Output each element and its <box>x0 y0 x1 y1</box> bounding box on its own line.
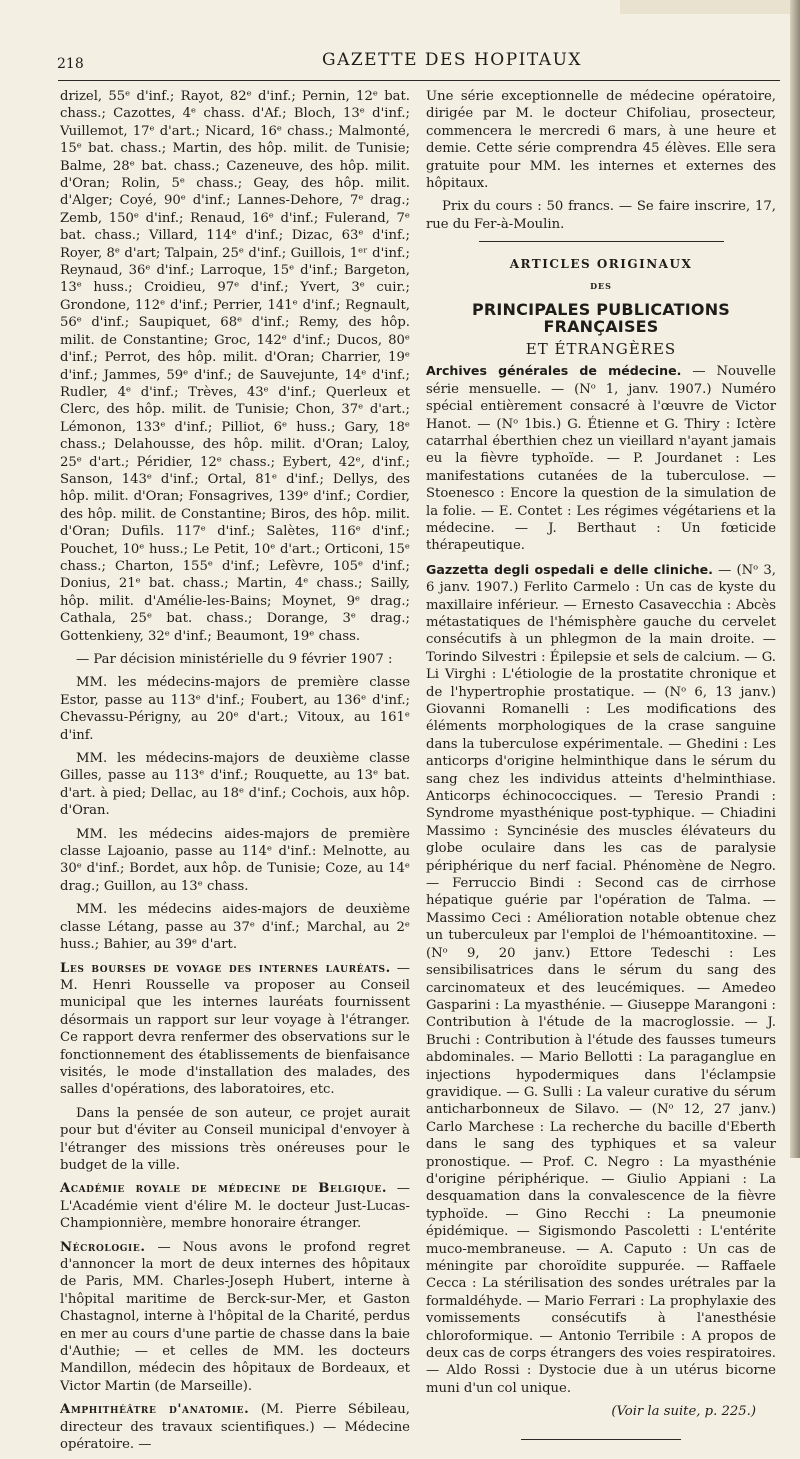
end-rule <box>521 1439 681 1440</box>
academie-text: — L'Académie vient d'élire M. le docteur Just-Lucas-Championnière, membre honoraire étranger. <box>60 1181 410 1232</box>
continued-reference: (Voir la suite, p. 225.) <box>611 1404 756 1420</box>
left-column <box>60 88 410 1459</box>
medecine-operatoire-text: Une série exceptionnelle de médecine opératoire, dirigée par M. le docteur Chifoliau, prosecteur, commencera le mercredi 6 mars, à une heure et demie. Cette série comprendra 45 élèves. Elle sera gratuite pour MM. les internes et externes des hôpitaux. <box>426 89 776 192</box>
gazzetta-paragraph <box>426 561 776 1398</box>
majors-second-class: MM. les médecins-majors de deuxième classe Gilles, passe au 113ᵉ d'inf.; Rouquette, au 13ᵉ bat. d'art. à pied; Dellac, au 18ᵉ d'inf.; Cochois, aux hôp. d'Oran. <box>60 751 410 819</box>
articles-heading <box>426 256 776 358</box>
page-number: 218 <box>57 56 84 72</box>
section-divider <box>479 241 724 242</box>
right-column <box>426 88 776 1440</box>
necrologie-text: — Nous avons le profond regret d'annoncer la mort de deux internes des hôpitaux de Paris, MM. Charles-Joseph Hubert, interne à l'hôpital maritime de Berck-sur-Mer, et Gaston Chastagnol, interne à l'hôpital de la Charité, perdus en mer au cours d'une partie de chasse dans la baie d'Authie; — et celles de MM. les docteurs Mandillon, médecin des hôpitaux de Bordeaux, et Victor Martin (de Marseille). <box>60 1239 410 1394</box>
bourses-text: — M. Henri Rousselle va proposer au Conseil municipal que les internes lauréats fournissent désormais un rapport sur leur voyage à l'étranger. Ce rapport devra renfermer des observations sur le fonctionnement des établissements de bienfaisance visités, le mode d'installation des malades, des salles d'opérations, des laboratoires, etc. <box>60 960 410 1098</box>
gazzetta-text: — (Nᵒ 3, 6 janv. 1907.) Ferlito Carmelo : Un cas de kyste du maxillaire inférieur. — Ernesto Casavecchia : Abcès métastatiques de l'hémisphère gauche du cervelet consécutifs à un phlegmon de la main droite. — Torindo Silvestri : Épilepsie et sels de calcium. — G. Li Virghi : L'étiologie de la prostatite chronique et de l'hypertrophie prostatique. — (Nᵒ 6, 13 janv.) Giovanni Romanelli : Les modifications des éléments morphologiques de la crase sanguine dans la tuberculose expérimentale. — Ghedini : Les anticorps d'origine helminthique dans le sérum du sang chez les individus atteints d'helminthiase. Anticorps échinococciques. — Teresio Prandi : Syndrome myasthénique post-typhique. — Chiadini Massimo : Syncinésie des muscles élévateurs du globe oculaire dans les cas de paralysie périphérique du nerf facial. Phénomène de Negro. — Ferruccio Bindi : Second cas de cirrhose hépatique guérie par l'opération de Talma. — Massimo Ceci : Amélioration notable obtenue chez un tuberculeux par l'emploi de l'hémoantitoxine. — (Nᵒ 9, 20 janv.) Ettore Tedeschi : Les sensibilisatrices dans le sérum du sang des carcinomateux et des leucémiques. — Amedeo Gasparini : La myasthénie. — Giuseppe Marangoni : Contribution à l'étude de la macroglossie. — J. Bruchi : Contribution à l'étude des fausses tumeurs abdominales. — Mario Bellotti : La paraganglue en injections hypodermiques dans l'éclampsie gravidique. — G. Sulli : La valeur curative du sérum anticharbonneux de Silavo. — (Nᵒ 12, 27 janv.) Carlo Marchese : La recherche du bacille d'Eberth dans le sang des typhiques et sa valeur pronostique. — Prof. C. Negro : La myasthénie d'origine périphérique. — Giulio Appiani : La desquamation dans la convalescence de la fièvre typhoïde. — Gino Recchi : La pneumonie épidémique. — Sigismondo Pascoletti : L'entérite muco-membraneuse. — A. Caputo : Un cas de méningite par choroïdite suppurée. — Raffaele Cecca : La stérilisation des sondes urétrales par la formaldéhyde. — Mario Ferrari : La prophylaxie des vomissements consécutifs à l'anesthésie chloroformique. — Antonio Terribile : A propos de deux cas de corps étrangers des voies respiratoires. — Aldo Rossi : Dystocie due à un utérus bicorne muni d'un col unique. <box>426 562 776 1396</box>
amphitheatre-text: (M. Pierre Sébileau, directeur des travaux scientifiques.) — Médecine opératoire. — <box>60 1402 410 1453</box>
binding-edge <box>790 0 800 1158</box>
articles-heading-line4: ET ÉTRANGÈRES <box>525 339 677 358</box>
archives-heading: Archives générales de médecine. <box>426 363 682 379</box>
decision-intro: — Par décision ministérielle du 9 février 1907 : <box>76 652 393 667</box>
bourses-paragraph-2: Dans la pensée de son auteur, ce projet aurait pour but d'éviter au Conseil municipal d'envoyer à l'étranger des missions très onéreuses pour le budget de la ville. <box>60 1105 410 1173</box>
running-header: GAZETTE DES HOPITAUX <box>322 50 583 70</box>
header-rule <box>58 80 780 81</box>
academie-paragraph <box>60 1180 410 1232</box>
amphitheatre-heading: Amphithéâtre d'anatomie. <box>60 1402 250 1418</box>
articles-heading-line3: PRINCIPALES PUBLICATIONS FRANÇAISES <box>471 300 731 337</box>
articles-heading-line2: DES <box>590 280 612 291</box>
paper-stain <box>620 0 790 14</box>
necrologie-heading: Nécrologie. <box>60 1239 146 1255</box>
bourses-heading: Les bourses de voyage des internes lauréats. <box>60 960 391 976</box>
promotion-list: drizel, 55ᵉ d'inf.; Rayot, 82ᵉ d'inf.; Pernin, 12ᵉ bat. chass.; Cazottes, 4ᵉ chass. d'Af.; Bloch, 13ᵉ d'inf.; Vuillemot, 17ᵉ d'art.; Nicard, 16ᵉ chass.; Malmonté, 15ᵉ bat. chass.; Martin, des hôp. milit. de Tunisie; Balme, 28ᵉ bat. chass.; Cazeneuve, des hôp. milit. d'Oran; Rolin, 5ᵉ chass.; Geay, des hôp. milit. d'Alger; Coyé, 90ᵉ d'inf.; Lannes-Dehore, 7ᵉ drag.; Zemb, 150ᵉ d'inf.; Renaud, 16ᵉ d'inf.; Fulerand, 7ᵉ bat. chass.; Villard, 114ᵉ d'inf.; Dizac, 63ᵉ d'inf.; Royer, 8ᵉ d'art; Talpain, 25ᵉ d'inf.; Guillois, 1ᵉʳ d'inf.; Reynaud, 36ᵉ d'inf.; Larroque, 15ᵉ d'inf.; Bargeton, 13ᵉ huss.; Croidieu, 97ᵉ d'inf.; Yvert, 3ᵉ cuir.; Grondone, 112ᵉ d'inf.; Perrier, 141ᵉ d'inf.; Regnault, 56ᵉ d'inf.; Saupiquet, 68ᵉ d'inf.; Remy, des hôp. milit. de Constantine; Groc, 142ᵉ d'inf.; Ducos, 80ᵉ d'inf.; Perrot, des hôp. milit. d'Oran; Charrier, 19ᵉ d'inf.; Jammes, 59ᵉ d'inf.; de Sauvejunte, 14ᵉ d'inf.; Rudler, 4ᵉ d'inf.; Trèves, 43ᵉ d'inf.; Querleux et Clerc, des hôp. milit. de Tunisie; Chon, 37ᵉ d'art.; Lémonon, 133ᵉ d'inf.; Pilliot, 6ᵉ huss.; Gary, 18ᵉ chass.; Delahousse, des hôp. milit. d'Oran; Laloy, 25ᵉ d'art.; Péridier, 12ᵉ chass.; Eybert, 42ᵉ, d'inf.; Sanson, 143ᵉ d'inf.; Ortal, 81ᵉ d'inf.; Dellys, des hôp. milit. d'Oran; Fonsagrives, 139ᵉ d'inf.; Cordier, des hôp. milit. de Constantine; Biros, des hôp. milit. d'Oran; Dufils. 117ᵉ d'inf.; Salètes, 116ᵉ d'inf.; Pouchet, 10ᵉ huss.; Le Petit, 10ᵉ d'art.; Orticoni, 15ᵉ chass.; Charton, 155ᵉ d'inf.; Lefèvre, 105ᵉ d'inf.; Donius, 21ᵉ bat. chass.; Martin, 4ᵉ chass.; Sailly, hôp. milit. d'Amélie-les-Bains; Moynet, 9ᵉ drag.; Cathala, 25ᵉ bat. chass.; Dorange, 3ᵉ drag.; Gottenkieny, 32ᵉ d'inf.; Beaumont, 19ᵉ chass. <box>60 89 410 644</box>
majors-first-class: MM. les médecins-majors de première classe Estor, passe au 113ᵉ d'inf.; Foubert, au 136ᵉ d'inf.; Chevassu-Périgny, au 20ᵉ d'art.; Vitoux, au 161ᵉ d'inf. <box>60 675 410 743</box>
articles-heading-line1: ARTICLES ORIGINAUX <box>509 257 693 272</box>
archives-paragraph <box>426 362 776 554</box>
aides-majors-second-class: MM. les médecins aides-majors de deuxième classe Létang, passe au 37ᵉ d'inf.; Marchal, au 2ᵉ huss.; Bahier, au 39ᵉ d'art. <box>60 902 410 953</box>
aides-majors-first-class: MM. les médecins aides-majors de première classe Lajoanio, passe au 114ᵉ d'inf.: Melnotte, au 30ᵉ d'inf.; Bordet, aux hôp. de Tunisie; Coze, au 14ᵉ drag.; Guillon, au 13ᵉ chass. <box>60 826 410 894</box>
prix-du-cours: Prix du cours : 50 francs. — Se faire inscrire, 17, rue du Fer-à-Moulin. <box>426 199 776 232</box>
necrologie-paragraph <box>60 1239 410 1396</box>
amphitheatre-paragraph <box>60 1401 410 1453</box>
gazzetta-heading: Gazzetta degli ospedali e delle cliniche. <box>426 561 713 577</box>
bourses-paragraph <box>60 960 410 1099</box>
archives-text: — Nouvelle série mensuelle. — (Nᵒ 1, janv. 1907.) Numéro spécial entièrement consacré à l'œuvre de Victor Hanot. — (Nᵒ 1bis.) G. Étienne et G. Thiry : Ictère catarrhal éberthien chez un vieillard n'ayant jamais eu la fièvre typhoïde. — P. Jourdanet : Les manifestations cutanées de la tuberculose. — Stoenesco : Encore la question de la simulation de la folie. — E. Contet : Les régimes végétariens et la médecine. — J. Berthaut : Un fœticide thérapeutique. <box>426 364 776 554</box>
academie-heading: Académie royale de médecine de Belgique. <box>60 1181 388 1197</box>
